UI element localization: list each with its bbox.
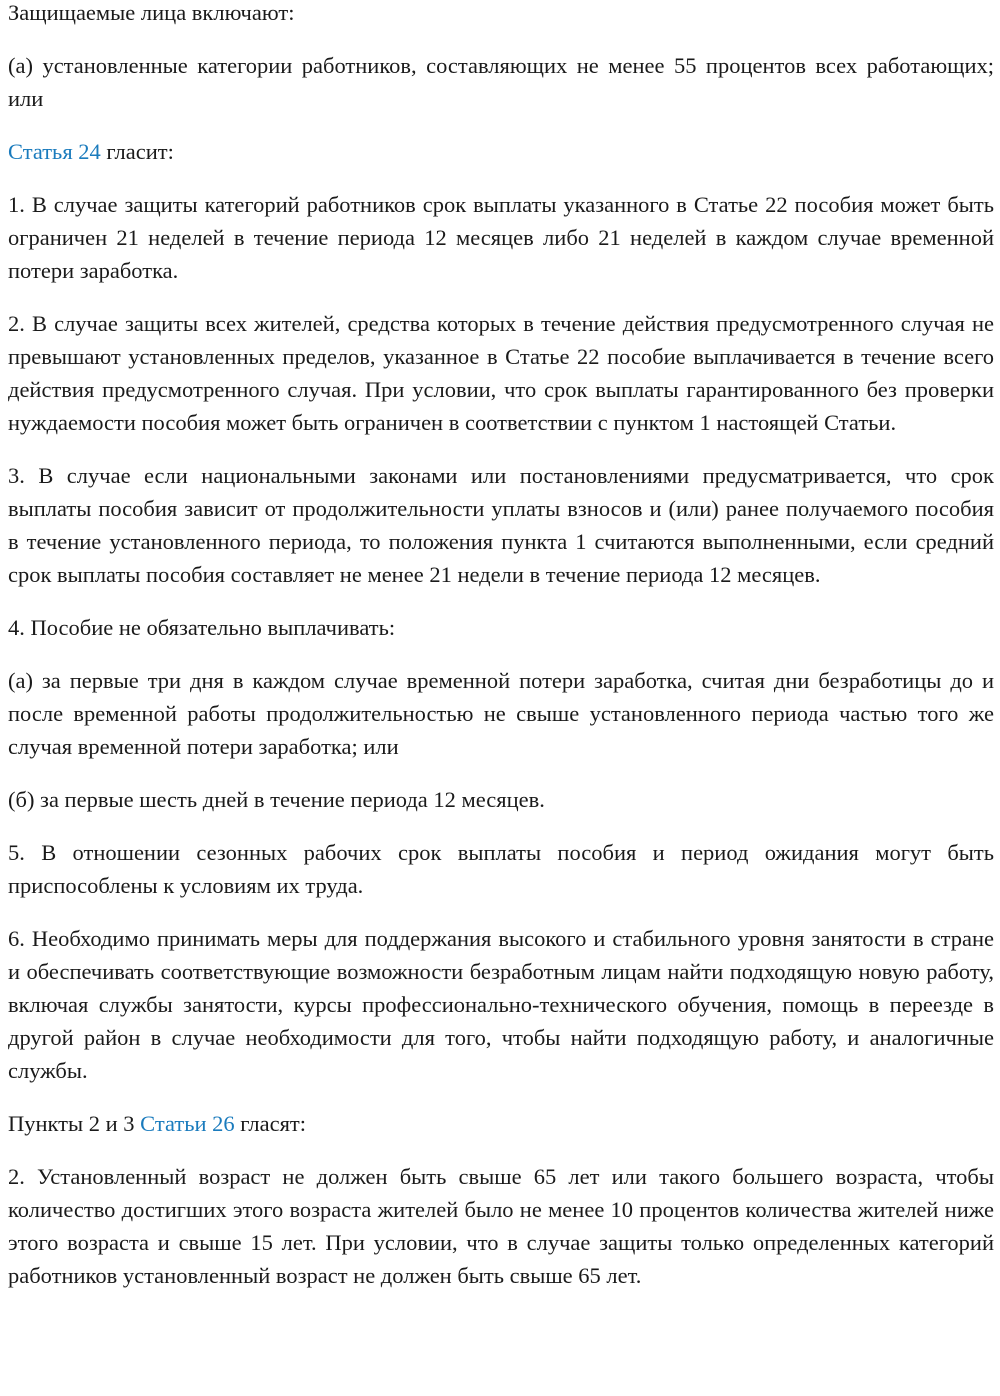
paragraph-3: 3. В случае если национальными законами или постановлениями предусматривается, что срок выплаты пособия зависит от продолжительности уплаты взносов и (или) ранее получаемого пособия в течение установленного периода, то положения пункта 1 считаются выполненными, если средний срок выплаты пособия составляет не менее 21 недели в течение периода 12 месяцев. [8,463,994,587]
document-page [8,0,994,1312]
paragraph-6: 6. Необходимо принимать меры для поддержания высокого и стабильного уровня занятости в стране и обеспечивать соответствующие возможности безработным лицам найти подходящую новую работу, включая службы занятости, курсы профессионально-технического обучения, помощь в переезде в другой район в случае необходимости для того, чтобы найти подходящую работу, и аналогичные службы. [8,926,994,1083]
article-26-heading-text: гласят: [234,1111,307,1136]
paragraph-2: 2. В случае защиты всех жителей, средства которых в течение действия предусмотренного случая не превышают установленных пределов, указанное в Статье 22 пособие выплачивается в течение всего действия предусмотренного случая. При условии, что срок выплаты гарантированного без проверки нуждаемости пособия может быть ограничен в соответствии с пунктом 1 настоящей Статьи. [8,311,994,435]
article-24-link[interactable]: Статья 24 [8,139,101,164]
article-26-paragraph-2: 2. Установленный возраст не должен быть свыше 65 лет или такого большего возраста, чтобы количество достигших этого возраста жителей было не менее 10 процентов количества жителей ниже этого возраста и свыше 15 лет. При условии, что в случае защиты только определенных категорий работников установленный возраст не должен быть свыше 65 лет. [8,1164,994,1288]
paragraph-4a: (а) за первые три дня в каждом случае временной потери заработка, считая дни безработицы до и после временной работы продолжительностью не свыше установленного периода частью того же случая временной потери заработка; или [8,668,994,759]
paragraph-intro: Защищаемые лица включают: [8,0,295,25]
article-26-link[interactable]: Статьи 26 [140,1111,235,1136]
paragraph-4: 4. Пособие не обязательно выплачивать: [8,615,396,640]
paragraph-5: 5. В отношении сезонных рабочих срок выплаты пособия и период ожидания могут быть приспособлены к условиям их труда. [8,840,994,898]
paragraph-4b: (б) за первые шесть дней в течение периода 12 месяцев. [8,787,545,812]
article-24-heading [8,135,994,168]
article-26-heading [8,1107,994,1140]
paragraph-a: (а) установленные категории работников, составляющих не менее 55 процентов всех работающих; или [8,53,994,111]
paragraph-1: 1. В случае защиты категорий работников срок выплаты указанного в Статье 22 пособия может быть ограничен 21 неделей в течение периода 12 месяцев либо 21 неделей в каждом случае временной потери заработка. [8,192,994,283]
article-24-heading-text: гласит: [100,139,174,164]
article-26-heading-prefix: Пункты 2 и 3 [8,1111,141,1136]
